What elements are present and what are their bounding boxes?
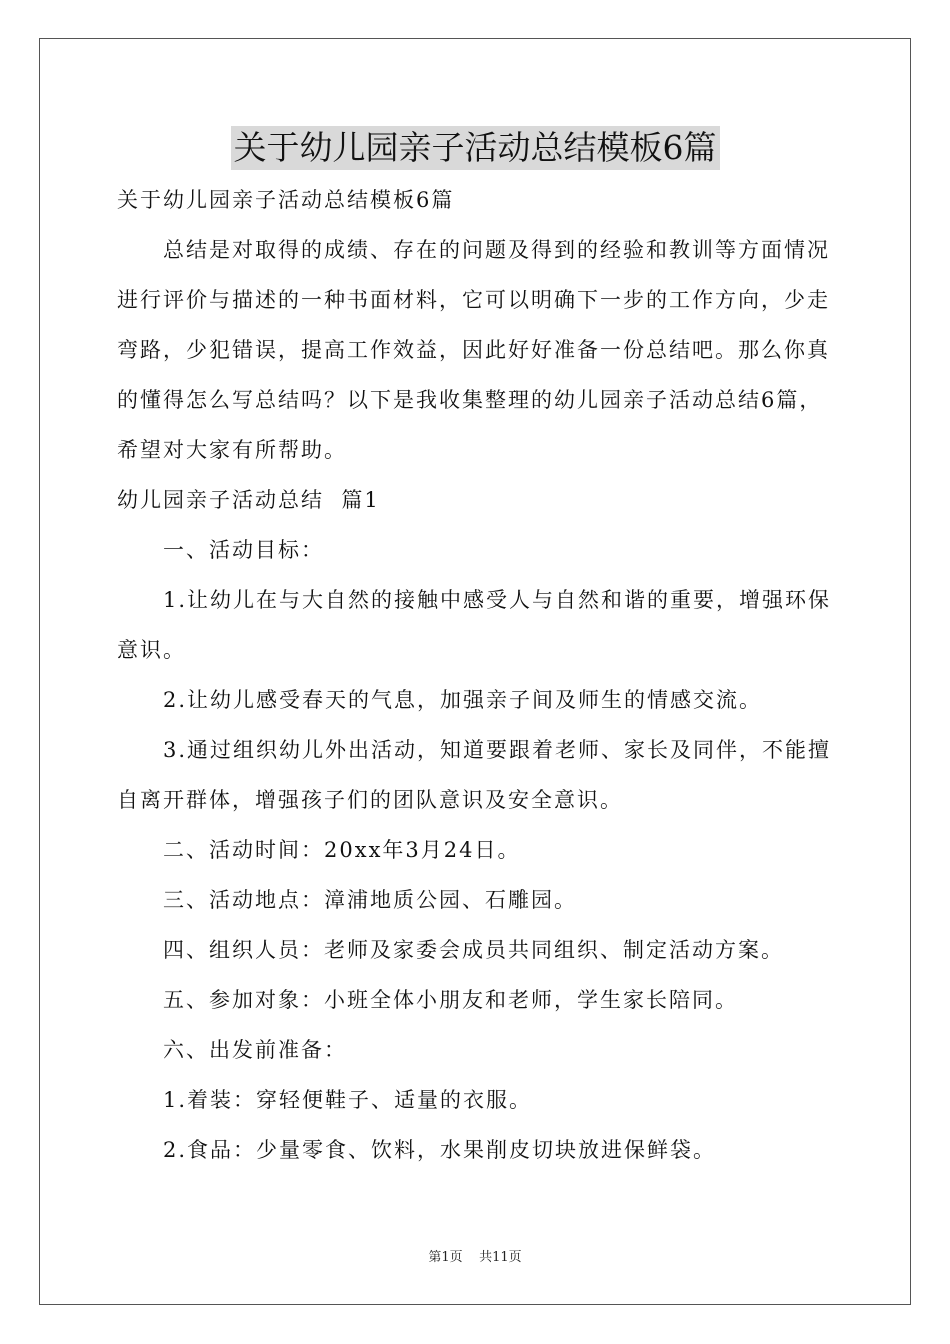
- document-body: [117, 175, 837, 1175]
- paragraph: 一、活动目标：: [163, 538, 324, 562]
- paragraph: 2.让幼儿感受春天的气息，加强亲子间及师生的情感交流。: [163, 688, 763, 712]
- intro-paragraph: 总结是对取得的成绩、存在的问题及得到的经验和教训等方面情况进行评价与描述的一种书面材料，它可以明确下一步的工作方向，少走弯路，少犯错误，提高工作效益，因此好好准备一份总结吧。那么你真的懂得怎么写总结吗？以下是我收集整理的幼儿园亲子活动总结6篇，希望对大家有所帮助。: [117, 238, 830, 462]
- title-container: [0, 126, 950, 170]
- paragraph: 六、出发前准备：: [163, 1038, 347, 1062]
- paragraph: 五、参加对象：小班全体小朋友和老师，学生家长陪同。: [163, 988, 738, 1012]
- paragraph: 3.通过组织幼儿外出活动，知道要跟着老师、家长及同伴，不能擅自离开群体，增强孩子们的团队意识及安全意识。: [117, 738, 832, 812]
- paragraph: 1.着装：穿轻便鞋子、适量的衣服。: [163, 1088, 533, 1112]
- paragraph: 1.让幼儿在与大自然的接触中感受人与自然和谐的重要，增强环保意识。: [117, 588, 832, 662]
- document-title: 关于幼儿园亲子活动总结模板6篇: [231, 126, 720, 170]
- page-number-label: 第1页 共11页: [428, 1250, 522, 1265]
- section-heading: 幼儿园亲子活动总结 篇1: [117, 488, 380, 512]
- paragraph: 2.食品：少量零食、饮料，水果削皮切块放进保鲜袋。: [163, 1138, 717, 1162]
- document-subtitle: 关于幼儿园亲子活动总结模板6篇: [117, 188, 455, 212]
- paragraph: 二、活动时间：20xx年3月24日。: [163, 838, 521, 862]
- paragraph: 三、活动地点：漳浦地质公园、石雕园。: [163, 888, 577, 912]
- page-footer: [0, 1246, 950, 1265]
- paragraph: 四、组织人员：老师及家委会成员共同组织、制定活动方案。: [163, 938, 784, 962]
